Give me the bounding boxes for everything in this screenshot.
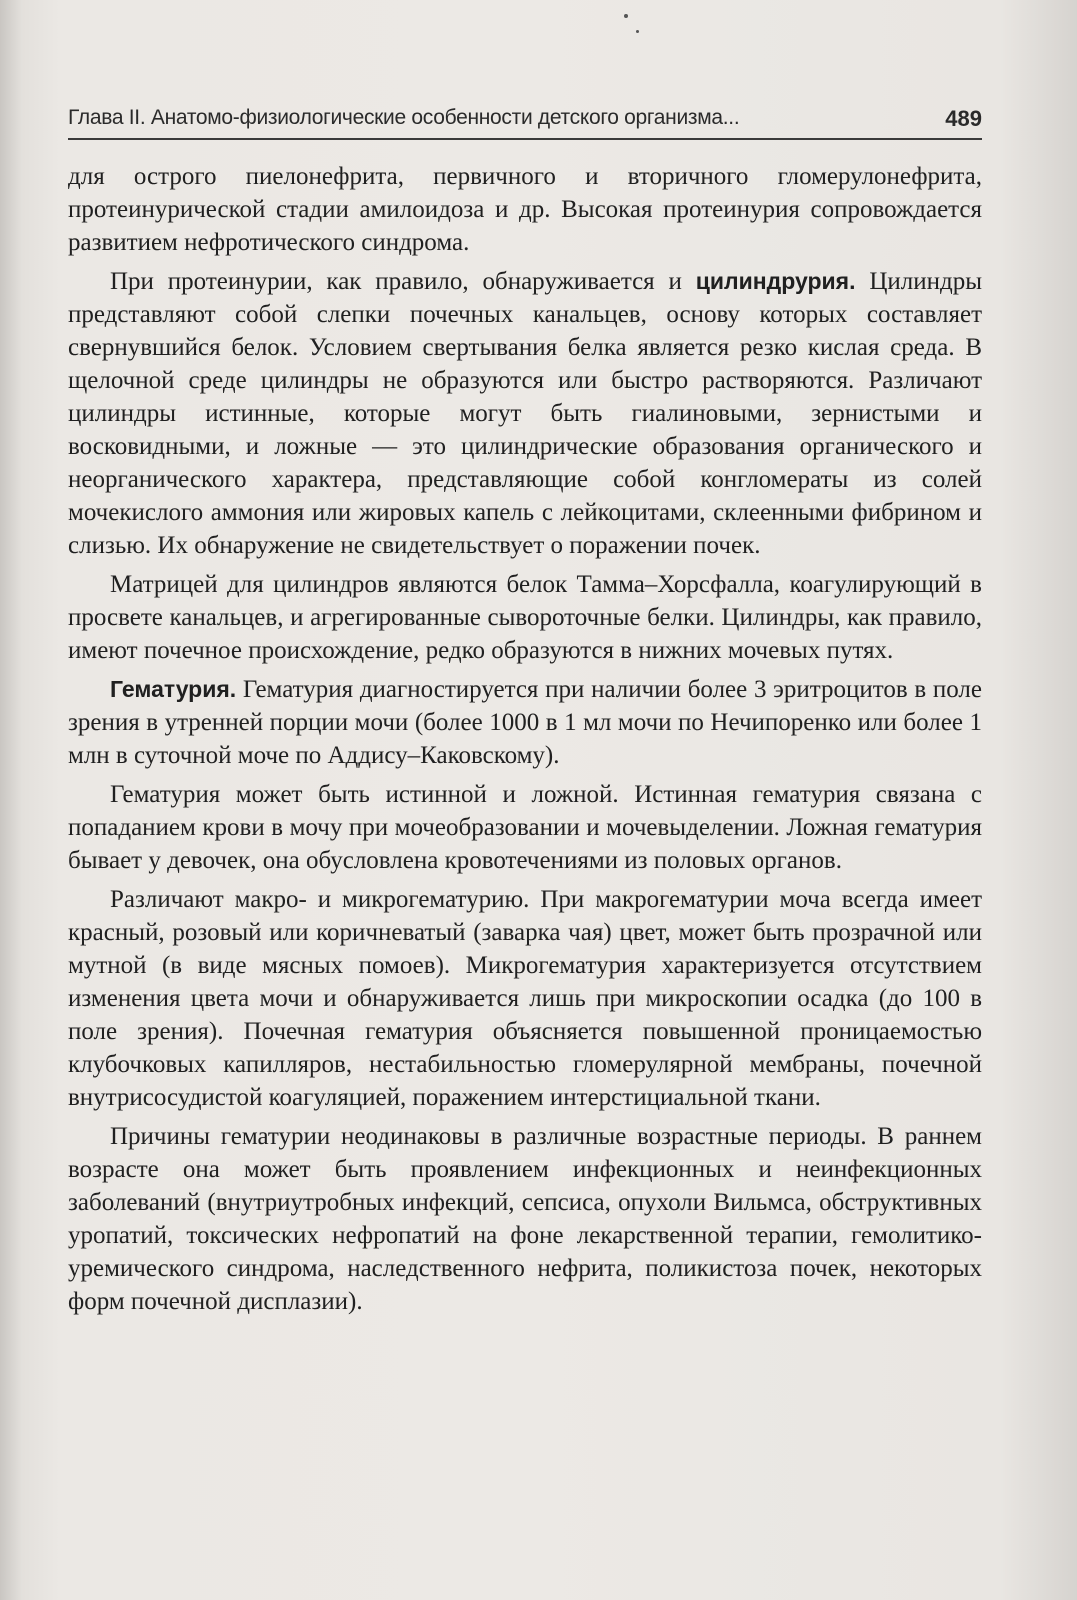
- paragraph-proteinuria-end: для острого пиелонефрита, первичного и вторичного гломерулонефрита, протеинурической стадии амилоидоза и др. Высокая протеинурия сопровождается развитием нефротического синдрома.: [68, 163, 982, 256]
- paragraph-text: При протеинурии, как правило, обнаруживается и: [110, 268, 696, 295]
- paragraph-text: Цилиндры представляют собой слепки почечных канальцев, основу которых составляет свернувшийся белок. Условием свертывания белка является резко кислая среда. В щелочной среде цилиндры не образуются или быстро растворяются. Различают цилиндры истинные, которые могут быть гиалиновыми, зернистыми и восковидными, и ложные — это цилиндрические образования органического и неорганического характера, представляющие собой конгломераты из солей мочекислого аммония или жировых капель с лейкоцитами, склеенными фибрином и слизью. Их обнаружение не свидетельствует о поражении почек.: [68, 268, 982, 559]
- print-speck-mark: [636, 30, 639, 33]
- term-cylindruria: цилиндрурия.: [695, 268, 856, 294]
- print-speck-mark: [624, 14, 628, 18]
- paragraph-macro-micro-hematuria: Различают макро- и микрогематурию. При макрогематурии моча всегда имеет красный, розовый или коричневатый (заварка чая) цвет, может быть прозрачной или мутной (в виде мясных помоев). Микрогематурия характеризуется отсутствием изменения цвета мочи и обнаруживается лишь при микроскопии осадка (до 100 в поле зрения). Почечная гематурия объясняется повышенной проницаемостью клубочковых капилляров, нестабильностью гломерулярной мембраны, почечной внутрисосудистой коагуляцией, поражением интерстициальной ткани.: [68, 886, 982, 1111]
- page-number: 489: [945, 106, 982, 131]
- body-text: [68, 160, 982, 1318]
- paragraph-cylindruria: [68, 265, 982, 562]
- paragraph-hematuria-causes: Причины гематурии неодинаковы в различные возрастные периоды. В раннем возрасте она может быть проявлением инфекционных и неинфекционных заболеваний (внутриутробных инфекций, сепсиса, опухоли Вильмса, обструктивных уропатий, токсических нефропатий на фоне лекарственной терапии, гемолитико-уремического синдрома, наследственного нефрита, поликистоза почек, некоторых форм почечной дисплазии).: [68, 1123, 982, 1315]
- paragraph-hematuria: [68, 673, 982, 772]
- paragraph-text: Гематурия диагностируется при наличии более 3 эритроцитов в поле зрения в утренней порции мочи (более 1000 в 1 мл мочи по Нечипоренко или более 1 млн в суточной моче по Аддису–Каковскому).: [68, 676, 982, 769]
- paragraph-cylinder-matrix: Матрицей для цилиндров являются белок Тамма–Хорсфалла, коагулирующий в просвете канальцев, и агрегированные сывороточные белки. Цилиндры, как правило, имеют почечное происхождение, редко образуются в нижних мочевых путях.: [68, 571, 982, 664]
- running-header: [68, 98, 982, 140]
- running-title: Глава II. Анатомо-физиологические особенности детского организма...: [68, 106, 740, 129]
- term-hematuria: Гематурия.: [110, 676, 237, 702]
- paragraph-true-false-hematuria: Гематурия может быть истинной и ложной. Истинная гематурия связана с попаданием крови в мочу при мочеобразовании и мочевыделении. Ложная гематурия бывает у девочек, она обусловлена кровотечениями из половых органов.: [68, 781, 982, 874]
